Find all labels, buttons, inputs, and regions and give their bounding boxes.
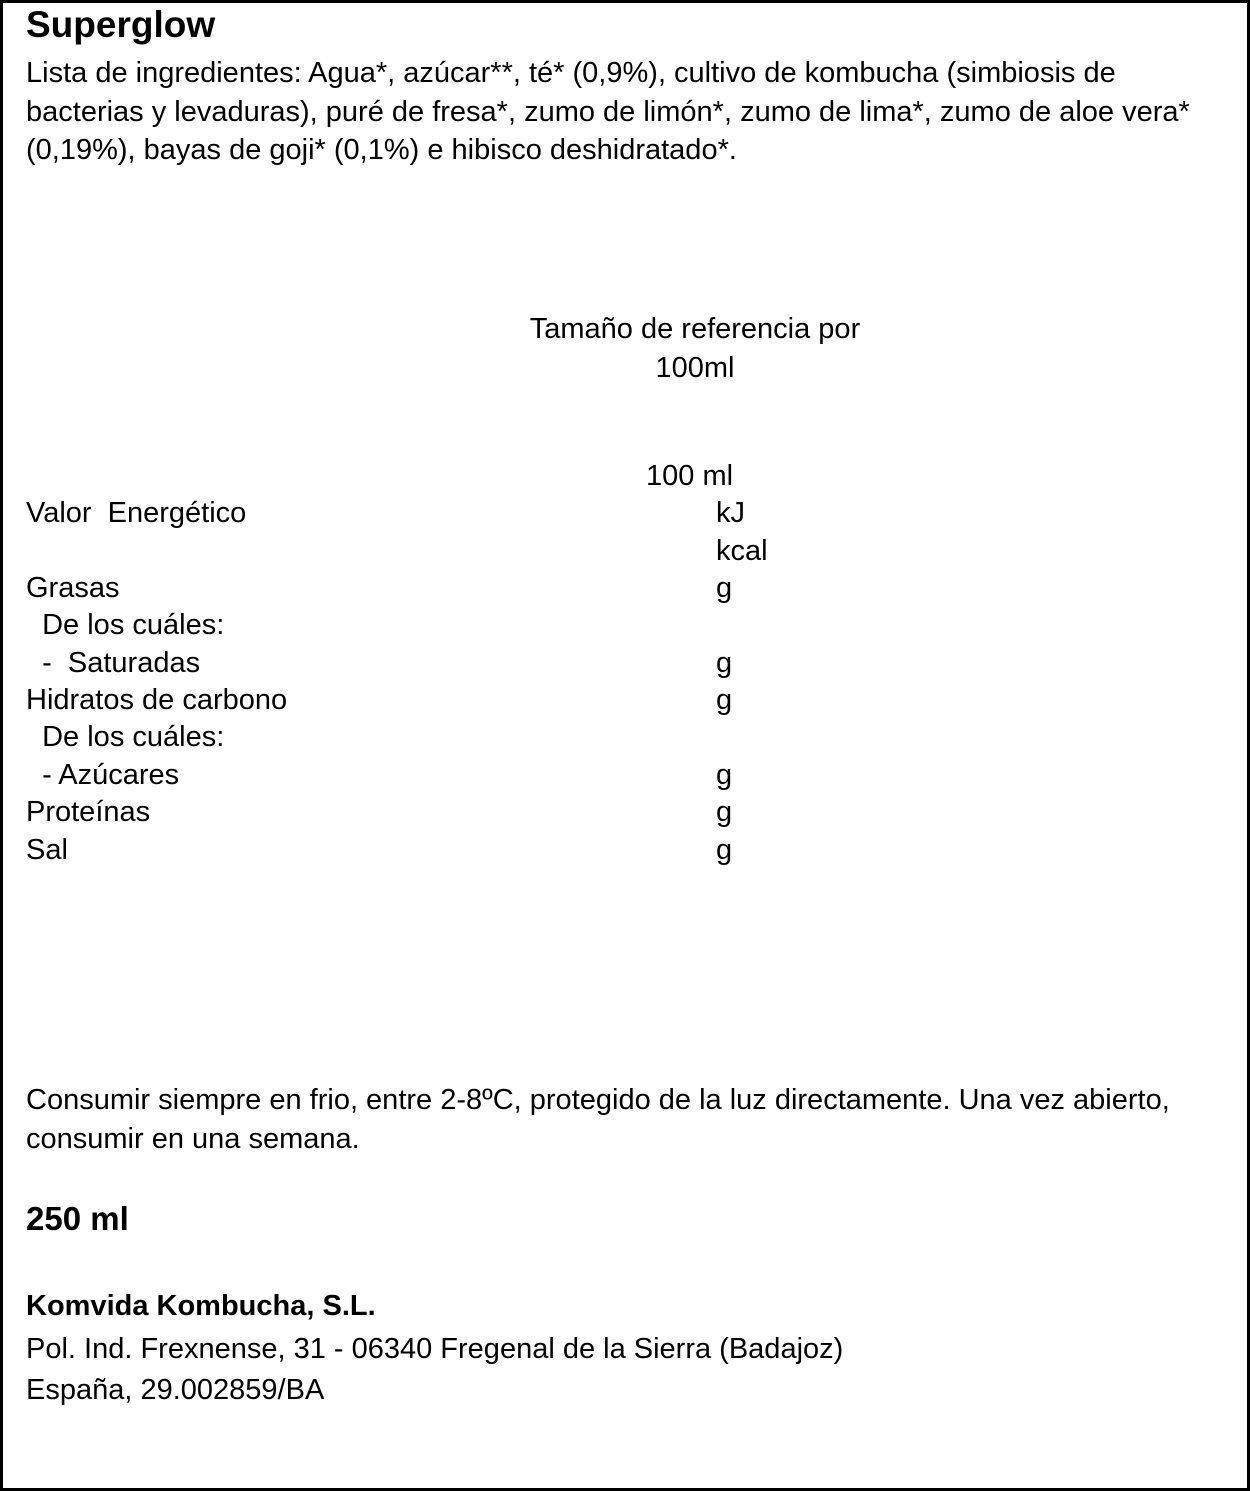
company-address-line2: España, 29.002859/BA — [26, 1374, 325, 1406]
nutrition-label: - Saturadas — [26, 647, 201, 679]
nutrition-unit: g — [716, 684, 733, 716]
nutrition-label: - Azúcares — [26, 759, 180, 791]
nutrition-label: Hidratos de carbono — [26, 684, 288, 716]
nutrition-label: Valor Energético — [26, 497, 247, 529]
nutrition-unit: g — [716, 759, 733, 791]
reference-size-line1: Tamaño de referencia por — [529, 313, 861, 345]
ingredients-list: Lista de ingredientes: Agua*, azúcar**, té* (0,9%), cultivo de kombucha (simbiosis de bacterias y levaduras), puré de fresa*, zumo de limón*, zumo de lima*, zumo de aloe vera* (0,19%), bayas de goji* (0,1%) e hibisco deshidratado*. — [26, 57, 1190, 166]
product-title: Superglow — [26, 4, 216, 45]
nutrition-unit: g — [716, 796, 733, 828]
company-address-line1: Pol. Ind. Frexnense, 31 - 06340 Fregenal de la Sierra (Badajoz) — [26, 1333, 844, 1365]
nutrition-unit: g — [716, 834, 733, 866]
nutrition-label: Proteínas — [26, 796, 151, 828]
nutrition-unit: kcal — [716, 535, 768, 567]
reference-size-line2: 100ml — [655, 352, 735, 384]
storage-note: Consumir siempre en frio, entre 2-8ºC, protegido de la luz directamente. Una vez abierto, consumir en una semana. — [26, 1084, 1170, 1155]
nutrition-unit: kJ — [716, 497, 745, 529]
nutrition-unit: g — [716, 647, 733, 679]
nutrition-column-header: 100 ml — [646, 460, 734, 492]
company-name: Komvida Kombucha, S.L. — [26, 1290, 376, 1322]
nutrition-label: Grasas — [26, 572, 120, 604]
nutrition-label: De los cuáles: — [26, 609, 225, 641]
volume: 250 ml — [26, 1200, 129, 1237]
nutrition-label: Sal — [26, 834, 68, 866]
nutrition-unit: g — [716, 572, 733, 604]
reference-size — [495, 310, 895, 388]
nutrition-label: De los cuáles: — [26, 721, 225, 753]
